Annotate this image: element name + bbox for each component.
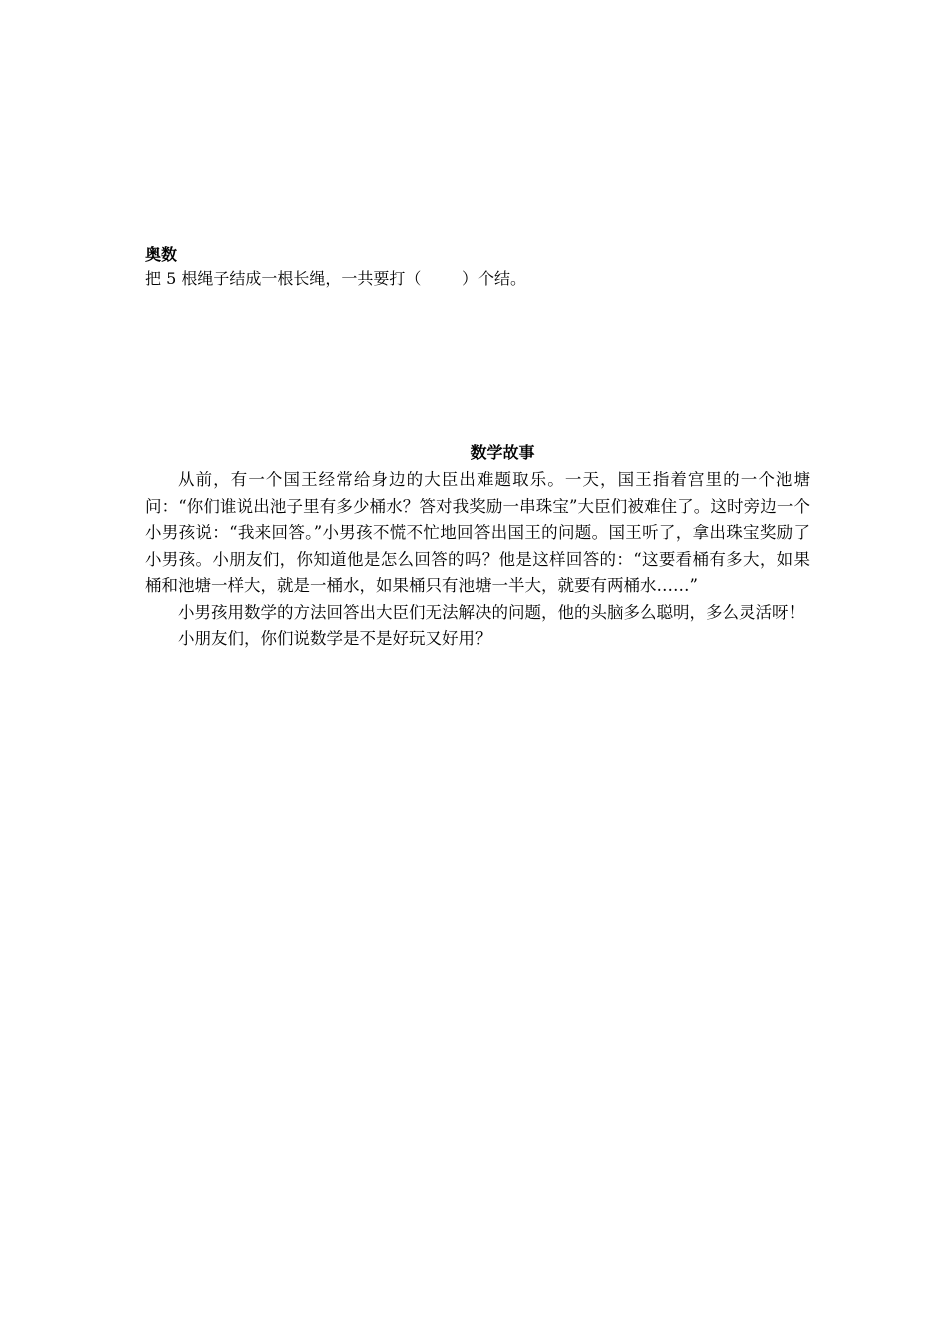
story-paragraph: 小男孩用数学的方法回答出大臣们无法解决的问题，他的头脑多么聪明，多么灵活呀！ xyxy=(178,602,805,622)
story-title: 数学故事 xyxy=(470,443,535,462)
olympiad-heading: 奥数 xyxy=(145,245,178,264)
story-paragraph: 小朋友们，你们说数学是不是好玩又好用？ xyxy=(178,629,492,648)
story-paragraph: 从前，有一个国王经常给身边的大臣出难题取乐。一天，国王指着宫里的一个池塘问：“你们谁说出池子里有多少桶水？答对我奖励一串珠宝”大臣们被难住了。这时旁边一个小男孩说：“我来回答。”小男孩不慌不忙地回答出国王的问题。国王听了，拿出珠宝奖励了小男孩。小朋友们，你知道他是怎么回答的吗？他是这样回答的：“这要看桶有多大，如果桶和池塘一样大，就是一桶水，如果桶只有池塘一半大，就要有两桶水……” xyxy=(145,470,810,595)
olympiad-section xyxy=(145,243,825,291)
math-story-section xyxy=(145,441,810,653)
olympiad-question: 把 5 根绳子结成一根长绳，一共要打（ ）个结。 xyxy=(145,269,527,288)
